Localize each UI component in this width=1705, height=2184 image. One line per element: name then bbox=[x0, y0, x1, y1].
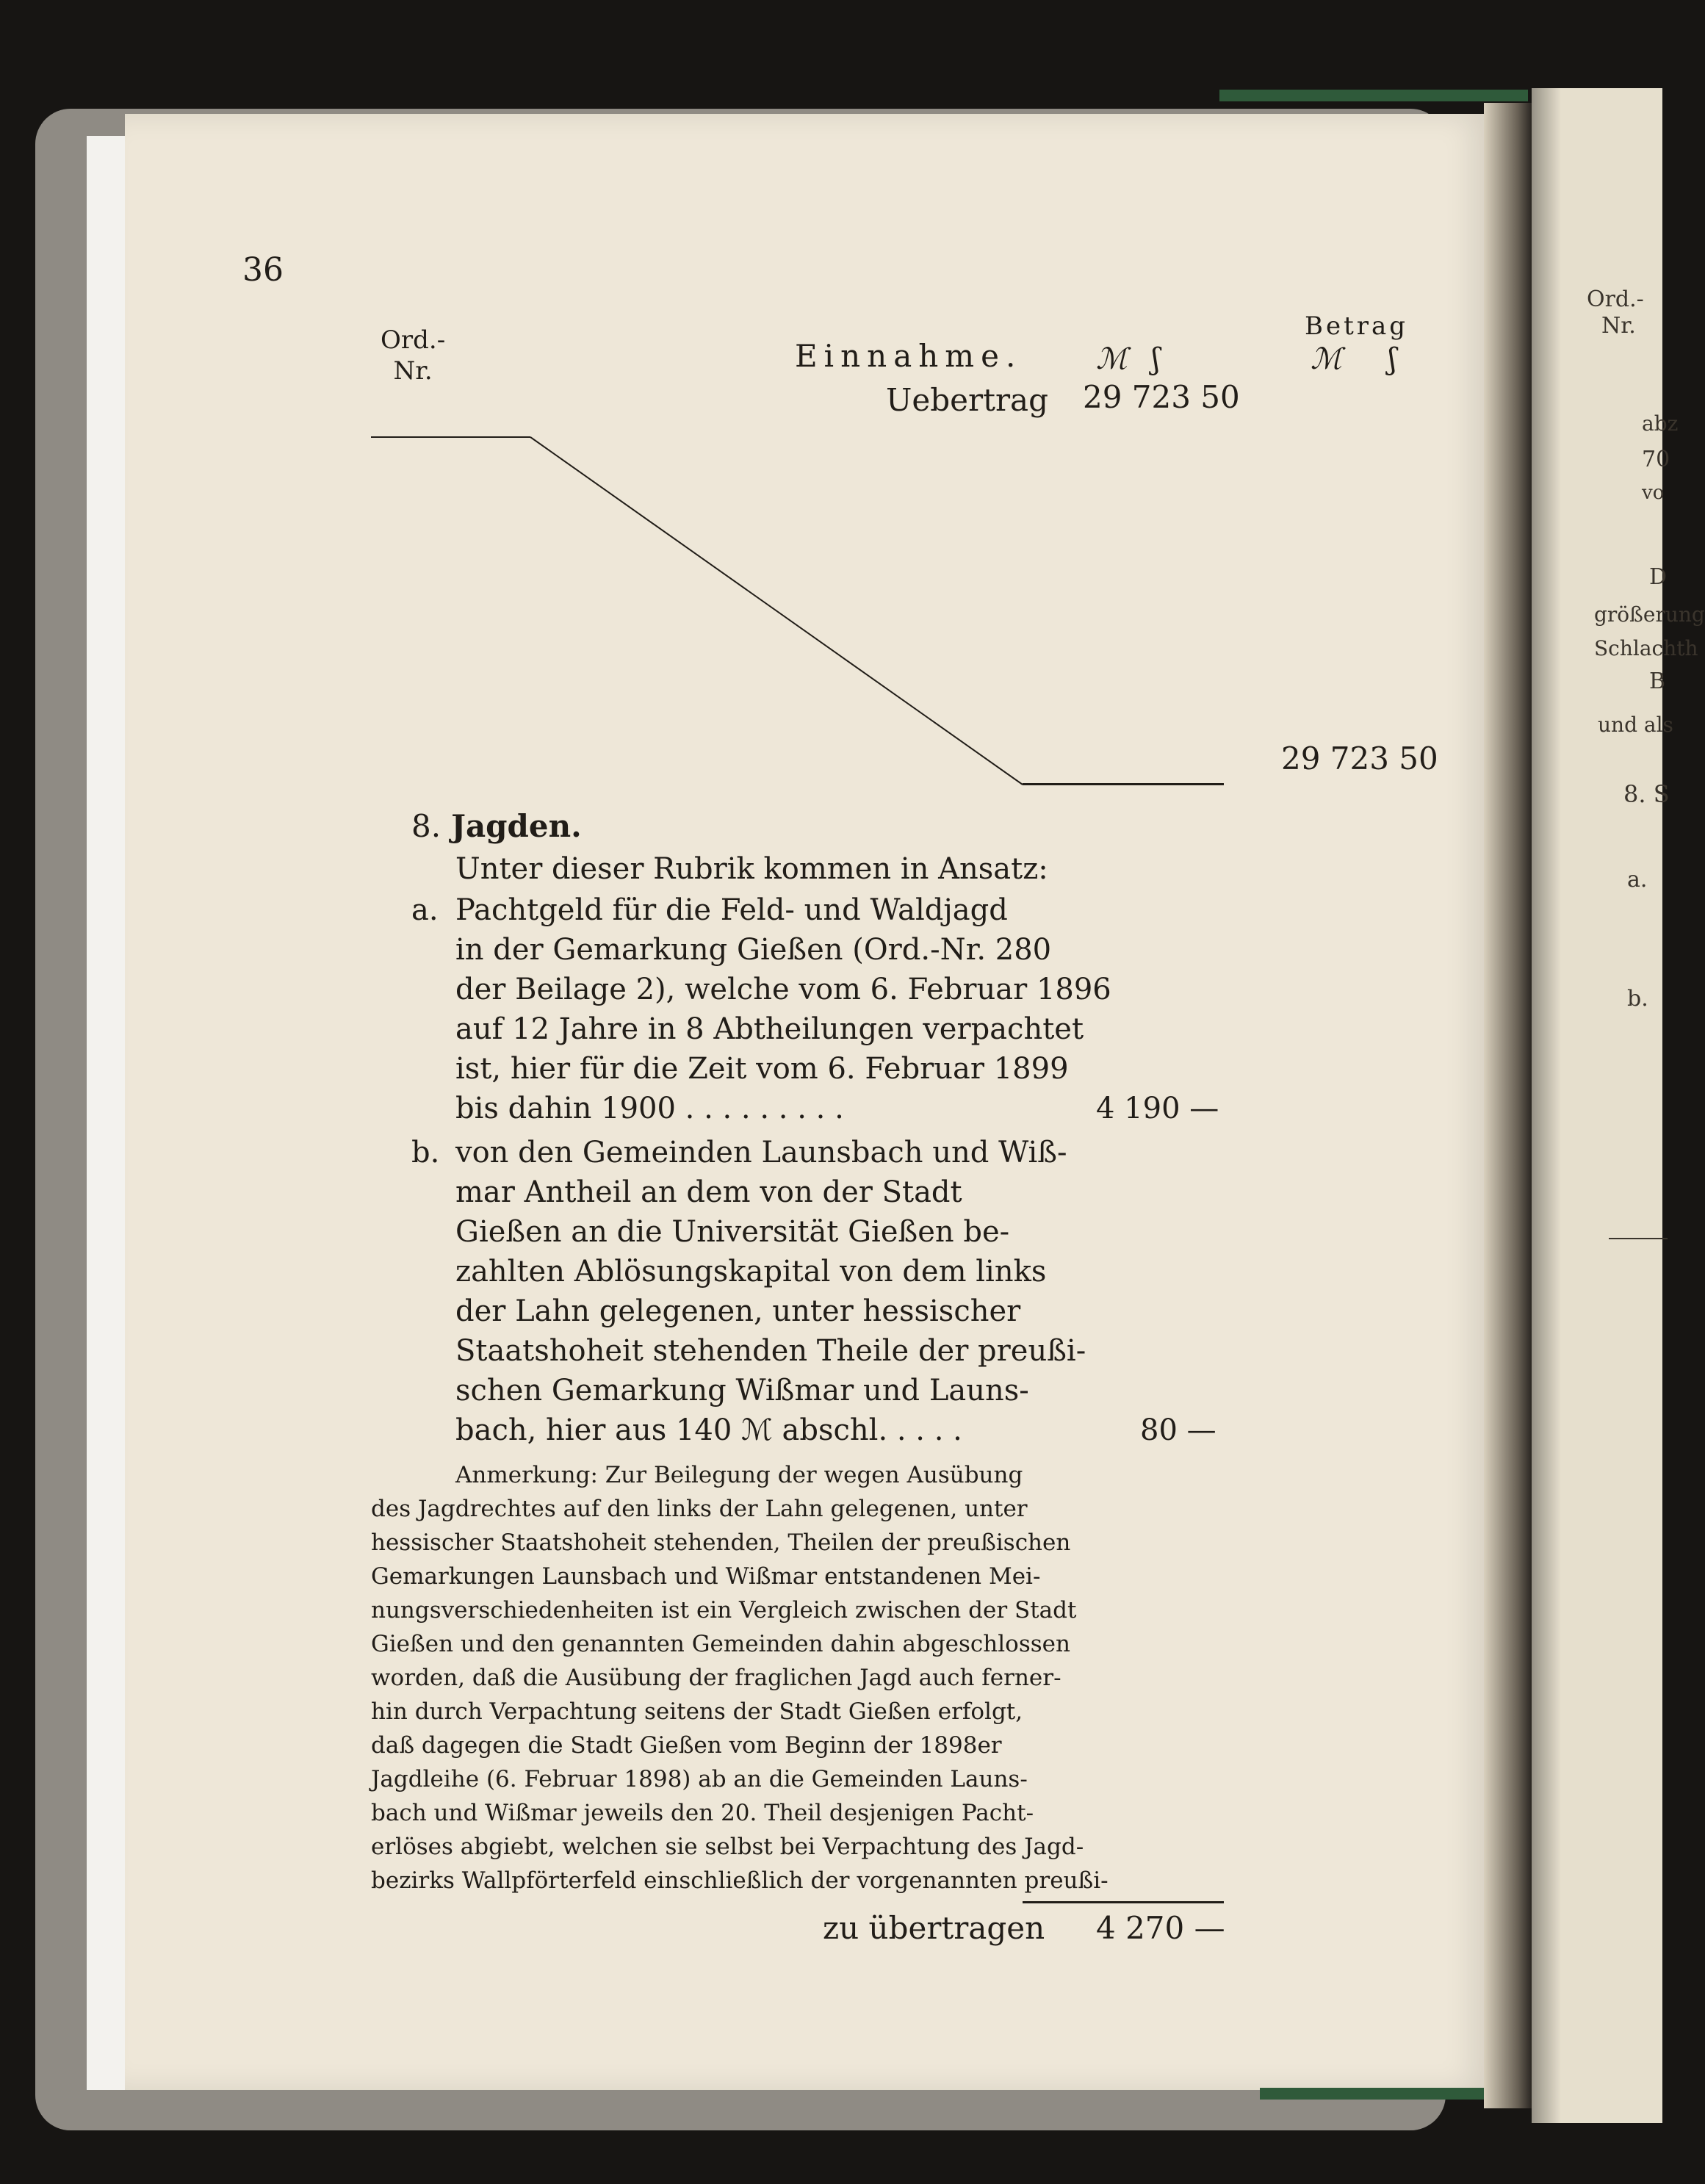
facing-fragment: 70 bbox=[1642, 447, 1670, 472]
facing-fragment: vo bbox=[1642, 482, 1665, 504]
item-a-line: ist, hier für die Zeit vom 6. Februar 1899 bbox=[455, 1052, 1069, 1086]
ord-header-line1: Ord.- bbox=[381, 325, 446, 355]
note-line: nungsverschiedenheiten ist ein Vergleich zwischen der Stadt bbox=[371, 1597, 1077, 1623]
page-title: Einnahme. bbox=[795, 338, 1023, 374]
total-rule bbox=[1023, 1901, 1224, 1903]
betrag-pfennig-header: ʃ bbox=[1388, 342, 1396, 376]
pfennig-column-header: ʃ bbox=[1152, 342, 1160, 376]
uebertrag-label: Uebertrag bbox=[886, 382, 1048, 418]
item-b-line: Staatshoheit stehenden Theile der preußi- bbox=[455, 1334, 1086, 1368]
section-intro: Unter dieser Rubrik kommen in Ansatz: bbox=[455, 852, 1048, 886]
carry-amount: 29 723 50 bbox=[1281, 740, 1438, 776]
item-b-line: Gießen an die Universität Gießen be- bbox=[455, 1215, 1010, 1249]
item-b-line: mar Antheil an dem von der Stadt bbox=[455, 1175, 962, 1209]
facing-fragment: b. bbox=[1627, 986, 1648, 1012]
total-amount: 4 270 — bbox=[1096, 1910, 1225, 1946]
betrag-header: Betrag bbox=[1305, 311, 1409, 341]
note-line: bezirks Wallpförterfeld einschließlich der vorgenannten preußi- bbox=[371, 1867, 1109, 1894]
page-number: 36 bbox=[242, 251, 284, 289]
item-a-line: der Beilage 2), welche vom 6. Februar 1896 bbox=[455, 973, 1111, 1006]
note-line: Gemarkungen Launsbach und Wißmar entstandenen Mei- bbox=[371, 1563, 1041, 1590]
item-label-a: a. bbox=[411, 893, 439, 927]
note-line: erlöses abgiebt, welchen sie selbst bei Verpachtung des Jagd- bbox=[371, 1834, 1084, 1860]
section-title: Jagden. bbox=[451, 808, 582, 844]
facing-nr-header: Nr. bbox=[1601, 313, 1636, 339]
note-line: worden, daß die Ausübung der fraglichen Jagd auch ferner- bbox=[371, 1665, 1061, 1691]
facing-fragment: Schlachth bbox=[1594, 636, 1698, 660]
item-a-line: Pachtgeld für die Feld- und Waldjagd bbox=[455, 893, 1008, 927]
mark-column-header: ℳ bbox=[1096, 342, 1128, 376]
note-line: hessischer Staatshoheit stehenden, Theilen der preußischen bbox=[371, 1529, 1071, 1556]
ord-header-line2: Nr. bbox=[393, 356, 433, 386]
note-line: Gießen und den genannten Gemeinden dahin abgeschlossen bbox=[371, 1631, 1070, 1657]
item-a-line: in der Gemarkung Gießen (Ord.-Nr. 280 bbox=[455, 933, 1052, 967]
uebertrag-amount: 29 723 50 bbox=[1083, 379, 1240, 415]
facing-ord-header: Ord.- bbox=[1587, 286, 1644, 312]
item-a-line: auf 12 Jahre in 8 Abtheilungen verpachtet bbox=[455, 1012, 1084, 1046]
note-line: bach und Wißmar jeweils den 20. Theil desjenigen Pacht- bbox=[371, 1800, 1034, 1826]
facing-fragment: a. bbox=[1627, 867, 1648, 893]
facing-fragment: D bbox=[1649, 564, 1668, 590]
note-line: des Jagdrechtes auf den links der Lahn gelegenen, unter bbox=[371, 1496, 1028, 1522]
item-a-amount: 4 190 — bbox=[1096, 1092, 1219, 1125]
item-label-b: b. bbox=[411, 1136, 440, 1170]
betrag-mark-header: ℳ bbox=[1311, 342, 1342, 376]
note-line: hin durch Verpachtung seitens der Stadt Gießen erfolgt, bbox=[371, 1698, 1023, 1725]
item-b-line: der Lahn gelegenen, unter hessischer bbox=[455, 1294, 1021, 1328]
item-b-line: bach, hier aus 140 ℳ abschl. . . . . bbox=[455, 1413, 962, 1447]
item-a-line: bis dahin 1900 . . . . . . . . . bbox=[455, 1092, 844, 1125]
item-b-line: von den Gemeinden Launsbach und Wiß- bbox=[455, 1136, 1067, 1170]
facing-fragment: größerung bbox=[1594, 602, 1705, 627]
section-heading bbox=[411, 808, 582, 844]
note-line: Jagdleihe (6. Februar 1898) ab an die Gemeinden Launs- bbox=[371, 1766, 1028, 1792]
facing-fragment: abz bbox=[1642, 411, 1679, 436]
item-b-line: schen Gemarkung Wißmar und Launs- bbox=[455, 1374, 1029, 1408]
facing-fragment: 8. S bbox=[1623, 780, 1670, 808]
item-b-line: zahlten Ablösungskapital von dem links bbox=[455, 1255, 1047, 1289]
facing-fragment: und als bbox=[1598, 713, 1673, 737]
note-line: daß dagegen die Stadt Gießen vom Beginn der 1898er bbox=[371, 1732, 1002, 1759]
total-label: zu übertragen bbox=[823, 1910, 1045, 1946]
facing-fragment: B bbox=[1649, 668, 1666, 694]
item-b-amount: 80 — bbox=[1140, 1413, 1216, 1447]
note-line: Anmerkung: Zur Beilegung der wegen Ausübung bbox=[455, 1462, 1023, 1488]
subtotal-rule bbox=[1023, 783, 1224, 785]
section-number: 8. bbox=[411, 808, 441, 844]
